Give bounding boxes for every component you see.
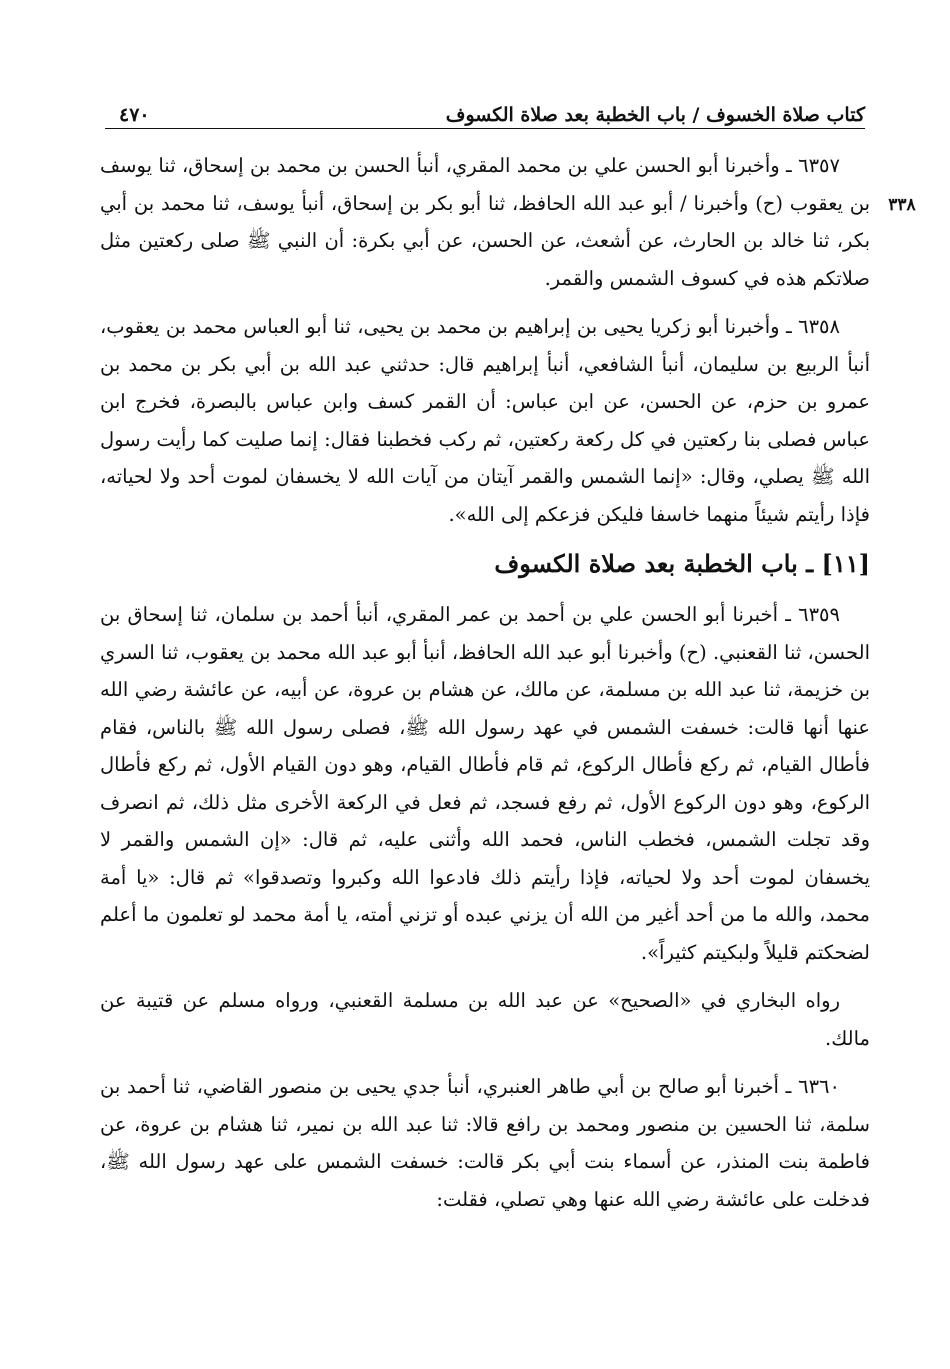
hadith-6359: ٦٣٥٩ ـ أخبرنا أبو الحسن علي بن أحمد بن عمر المقري، أنبأ أحمد بن سلمان، ثنا إسحاق بن الحسن، ثنا القعنبي. (ح) وأخبرنا أبو عبد الله الحافظ، أنبأ أبو عبد الله محمد بن يعقوب، ثنا السري بن خزيمة، ثنا عبد الله بن مسلمة، عن مالك، عن هشام بن عروة، عن أبيه، عن عائشة رضي الله عنها أنها قالت: خسفت الشمس في عهد رسول الله ﷺ، فصلى رسول الله ﷺ بالناس، فقام فأطال القيام، ثم ركع فأطال الركوع، ثم قام فأطال القيام، وهو دون القيام الأول، ثم ركع فأطال الركوع، وهو دون الركوع الأول، ثم رفع فسجد، ثم فعل في الركعة الأخرى مثل ذلك، ثم انصرف وقد تجلت الشمس، فخطب الناس، فحمد الله وأثنى عليه، ثم قال: «إن الشمس والقمر لا يخسفان لموت أحد ولا لحياته، فإذا رأيتم ذلك فادعوا الله وكبروا وتصدقوا» ثم قال: «يا أمة محمد، والله ما من أحد أغير من الله أن يزني عبده أو تزني أمته، يا أمة محمد لو تعلمون ما أعلم لضحكتم قليلاً ولبكيتم كثيراً».	[100, 603, 870, 964]
hadith-6360: ٦٣٦٠ ـ أخبرنا أبو صالح بن أبي طاهر العنبري، أنبأ جدي يحيى بن منصور القاضي، ثنا أحمد بن سلمة، ثنا الحسين بن منصور ومحمد بن رافع قالا: ثنا عبد الله بن نمير، ثنا هشام بن عروة، عن فاطمة بنت المنذر، عن أسماء بنت أبي بكر قالت: خسفت الشمس على عهد رسول الله ﷺ، فدخلت على عائشة رضي الله عنها وهي تصلي، فقلت:	[100, 1075, 870, 1211]
hadith-6358: ٦٣٥٨ ـ وأخبرنا أبو زكريا يحيى بن إبراهيم بن محمد بن يحيى، ثنا أبو العباس محمد بن يعقوب، أنبأ الربيع بن سليمان، أنبأ الشافعي، أنبأ إبراهيم قال: حدثني عبد الله بن أبي بكر بن محمد بن عمرو بن حزم، عن الحسن، عن ابن عباس: أن القمر كسف وابن عباس بالبصرة، فخرج ابن عباس فصلى بنا ركعتين في كل ركعة ركعتين، ثم ركب فخطبنا فقال: إنما صليت كما رأيت رسول الله ﷺ يصلي، وقال: «إنما الشمس والقمر آيتان من آيات الله لا يخسفان لموت أحد ولا لحياته، فإذا رأيتم شيئاً منهما خاسفا فليكن فزعكم إلى الله».	[100, 315, 870, 526]
page-body	[100, 147, 870, 1229]
header-rule	[150, 116, 446, 128]
running-header	[105, 94, 865, 129]
page-number: ٤٧٠	[119, 104, 150, 126]
chapter-heading: [١١] ـ باب الخطبة بعد صلاة الكسوف	[494, 549, 870, 578]
running-title: كتاب صلاة الخسوف / باب الخطبة بعد صلاة الكسوف	[445, 104, 865, 126]
margin-volume-page-number: ٣٣٨	[888, 195, 916, 215]
hadith-6357: ٦٣٥٧ ـ وأخبرنا أبو الحسن علي بن محمد المقري، أنبأ الحسن بن محمد بن إسحاق، ثنا يوسف بن يعقوب (ح) وأخبرنا / أبو عبد الله الحافظ، ثنا أبو بكر بن إسحاق، أنبأ يوسف، ثنا محمد بن أبي بكر، ثنا خالد بن الحارث، عن أشعث، عن الحسن، عن أبي بكرة: أن النبي ﷺ صلى ركعتين مثل صلاتكم هذه في كسوف الشمس والقمر.	[100, 154, 870, 290]
narration-note: رواه البخاري في «الصحيح» عن عبد الله بن مسلمة القعنبي، ورواه مسلم عن قتيبة عن مالك.	[100, 989, 870, 1050]
